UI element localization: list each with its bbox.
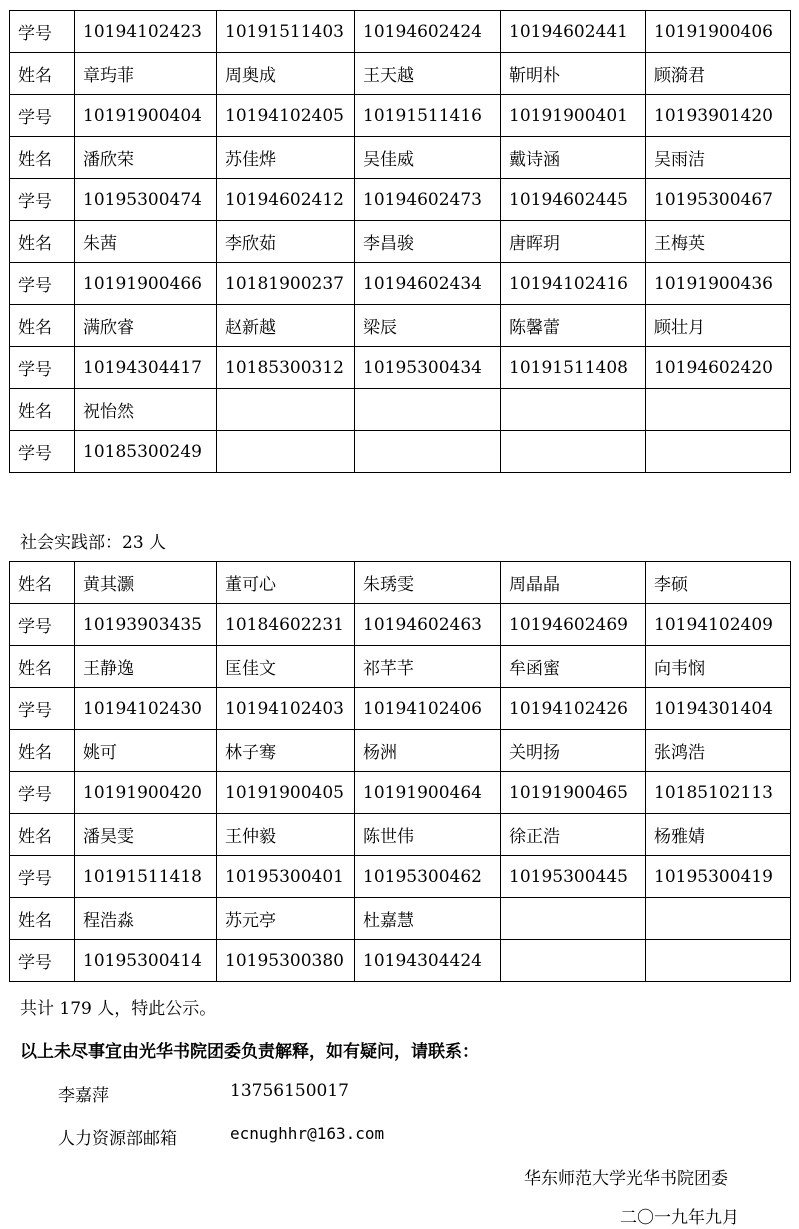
table-cell: 10194602441 <box>501 11 646 53</box>
table-cell: 徐正浩 <box>501 814 646 856</box>
roster-table-social-practice <box>9 561 791 982</box>
table-cell: 10193903435 <box>75 604 217 646</box>
table-cell: 10191511403 <box>217 11 355 53</box>
table-cell: 10191511418 <box>75 856 217 898</box>
table-cell: 杨洲 <box>355 730 501 772</box>
table-row <box>10 856 791 898</box>
roster-table-top-body <box>10 11 791 473</box>
table-cell: 10195300434 <box>355 347 501 389</box>
table-row <box>10 431 791 473</box>
table-cell: 王静逸 <box>75 646 217 688</box>
contact-row-person <box>58 1081 349 1106</box>
row-header-cell: 学号 <box>10 772 75 814</box>
table-cell: 黄其灏 <box>75 562 217 604</box>
table-cell <box>501 898 646 940</box>
table-row <box>10 772 791 814</box>
table-cell: 朱琇雯 <box>355 562 501 604</box>
table-cell <box>217 389 355 431</box>
table-row <box>10 263 791 305</box>
table-row <box>10 814 791 856</box>
row-header-cell: 姓名 <box>10 562 75 604</box>
table-cell: 吴雨洁 <box>646 137 791 179</box>
table-cell: 10194102406 <box>355 688 501 730</box>
table-cell: 杨雅婧 <box>646 814 791 856</box>
roster-table-social-practice-body <box>10 562 791 982</box>
table-cell: 10194602424 <box>355 11 501 53</box>
table-row <box>10 688 791 730</box>
table-cell: 杜嘉慧 <box>355 898 501 940</box>
table-cell: 关明扬 <box>501 730 646 772</box>
table-cell: 姚可 <box>75 730 217 772</box>
document-date: 二〇一九年九月 <box>620 1208 739 1228</box>
row-header-cell: 姓名 <box>10 898 75 940</box>
table-cell: 林子骞 <box>217 730 355 772</box>
table-cell <box>501 940 646 982</box>
table-cell <box>501 431 646 473</box>
table-cell: 王梅英 <box>646 221 791 263</box>
table-cell: 朱茜 <box>75 221 217 263</box>
table-cell: 潘欣荣 <box>75 137 217 179</box>
row-header-cell: 学号 <box>10 604 75 646</box>
table-cell: 董可心 <box>217 562 355 604</box>
table-cell <box>646 431 791 473</box>
table-cell <box>217 431 355 473</box>
table-cell: 顾壮月 <box>646 305 791 347</box>
table-cell: 10191900465 <box>501 772 646 814</box>
table-cell: 10185102113 <box>646 772 791 814</box>
table-row <box>10 389 791 431</box>
table-cell: 顾漪君 <box>646 53 791 95</box>
row-header-cell: 姓名 <box>10 389 75 431</box>
table-cell: 陈世伟 <box>355 814 501 856</box>
row-header-cell: 学号 <box>10 688 75 730</box>
table-row <box>10 305 791 347</box>
table-cell: 匡佳文 <box>217 646 355 688</box>
table-cell <box>355 389 501 431</box>
table-cell: 10195300474 <box>75 179 217 221</box>
table-cell: 祁芊芊 <box>355 646 501 688</box>
table-cell: 唐晖玥 <box>501 221 646 263</box>
table-cell: 10191900404 <box>75 95 217 137</box>
table-cell: 张鸿浩 <box>646 730 791 772</box>
table-cell: 10195300445 <box>501 856 646 898</box>
row-header-cell: 学号 <box>10 263 75 305</box>
table-cell: 苏佳烨 <box>217 137 355 179</box>
table-cell: 10194602469 <box>501 604 646 646</box>
table-cell: 10194602473 <box>355 179 501 221</box>
table-cell: 10195300401 <box>217 856 355 898</box>
row-header-cell: 学号 <box>10 856 75 898</box>
table-cell <box>646 940 791 982</box>
table-cell: 10194102426 <box>501 688 646 730</box>
table-cell: 程浩淼 <box>75 898 217 940</box>
table-cell: 10194602463 <box>355 604 501 646</box>
table-cell: 10191900405 <box>217 772 355 814</box>
row-header-cell: 学号 <box>10 11 75 53</box>
table-cell: 10194102416 <box>501 263 646 305</box>
row-header-cell: 姓名 <box>10 137 75 179</box>
table-cell: 10194602434 <box>355 263 501 305</box>
table-cell: 10181900237 <box>217 263 355 305</box>
table-cell: 满欣睿 <box>75 305 217 347</box>
table-cell: 苏元亭 <box>217 898 355 940</box>
table-cell: 赵新越 <box>217 305 355 347</box>
table-cell: 靳明朴 <box>501 53 646 95</box>
table-cell: 周晶晶 <box>501 562 646 604</box>
table-cell: 10185300249 <box>75 431 217 473</box>
table-cell: 戴诗涵 <box>501 137 646 179</box>
row-header-cell: 姓名 <box>10 730 75 772</box>
table-cell <box>355 431 501 473</box>
table-cell: 10195300414 <box>75 940 217 982</box>
table-cell: 10195300380 <box>217 940 355 982</box>
table-cell: 王天越 <box>355 53 501 95</box>
table-row <box>10 53 791 95</box>
table-cell <box>646 898 791 940</box>
total-count-text: 共计 179 人，特此公示。 <box>20 999 217 1019</box>
table-cell: 10193901420 <box>646 95 791 137</box>
row-header-cell: 姓名 <box>10 53 75 95</box>
table-cell: 10194602412 <box>217 179 355 221</box>
table-cell: 潘昊雯 <box>75 814 217 856</box>
table-row <box>10 562 791 604</box>
row-header-cell: 学号 <box>10 179 75 221</box>
table-cell: 10191900466 <box>75 263 217 305</box>
table-cell: 10195300467 <box>646 179 791 221</box>
table-cell: 10184602231 <box>217 604 355 646</box>
table-row <box>10 95 791 137</box>
table-cell: 10195300419 <box>646 856 791 898</box>
table-row <box>10 898 791 940</box>
table-cell: 吴佳威 <box>355 137 501 179</box>
row-header-cell: 姓名 <box>10 814 75 856</box>
table-cell: 10191511416 <box>355 95 501 137</box>
table-cell: 10194102403 <box>217 688 355 730</box>
row-header-cell: 学号 <box>10 95 75 137</box>
table-cell: 10191900401 <box>501 95 646 137</box>
table-row <box>10 137 791 179</box>
row-header-cell: 学号 <box>10 431 75 473</box>
section-title-social-practice: 社会实践部：23 人 <box>20 533 167 553</box>
notice-text: 以上未尽事宜由光华书院团委负责解释，如有疑问，请联系： <box>20 1042 479 1062</box>
row-header-cell: 姓名 <box>10 221 75 263</box>
table-cell: 10194102409 <box>646 604 791 646</box>
table-cell: 10191900436 <box>646 263 791 305</box>
table-cell: 10194304424 <box>355 940 501 982</box>
table-cell: 10194102423 <box>75 11 217 53</box>
table-cell: 王仲毅 <box>217 814 355 856</box>
table-cell: 10194602445 <box>501 179 646 221</box>
row-header-cell: 姓名 <box>10 646 75 688</box>
contact-email-label: 人力资源部邮箱 <box>58 1129 177 1149</box>
table-cell: 章玙菲 <box>75 53 217 95</box>
table-row <box>10 347 791 389</box>
contact-email: ecnughhr@163.com <box>230 1124 385 1143</box>
table-row <box>10 221 791 263</box>
table-cell: 李欣茹 <box>217 221 355 263</box>
table-cell: 牟函蜜 <box>501 646 646 688</box>
contact-name: 李嘉萍 <box>58 1086 109 1106</box>
table-cell: 10191900406 <box>646 11 791 53</box>
contact-row-email <box>58 1124 385 1149</box>
row-header-cell: 学号 <box>10 347 75 389</box>
table-row <box>10 730 791 772</box>
row-header-cell: 姓名 <box>10 305 75 347</box>
organization-signature: 华东师范大学光华书院团委 <box>524 1169 728 1189</box>
contact-phone: 13756150017 <box>230 1081 349 1101</box>
table-cell: 10194102405 <box>217 95 355 137</box>
table-row <box>10 940 791 982</box>
table-cell: 10194301404 <box>646 688 791 730</box>
table-cell: 10191900420 <box>75 772 217 814</box>
table-cell: 周奥成 <box>217 53 355 95</box>
table-cell: 李硕 <box>646 562 791 604</box>
table-row <box>10 179 791 221</box>
table-row <box>10 604 791 646</box>
table-cell: 向韦悯 <box>646 646 791 688</box>
row-header-cell: 学号 <box>10 940 75 982</box>
table-row <box>10 11 791 53</box>
table-cell: 陈馨蕾 <box>501 305 646 347</box>
table-cell <box>501 389 646 431</box>
table-cell: 梁辰 <box>355 305 501 347</box>
table-row <box>10 646 791 688</box>
table-cell: 10194602420 <box>646 347 791 389</box>
table-cell: 10185300312 <box>217 347 355 389</box>
table-cell: 祝怡然 <box>75 389 217 431</box>
table-cell: 10191511408 <box>501 347 646 389</box>
table-cell <box>646 389 791 431</box>
table-cell: 李昌骏 <box>355 221 501 263</box>
table-cell: 10191900464 <box>355 772 501 814</box>
table-cell: 10195300462 <box>355 856 501 898</box>
roster-table-top <box>9 10 791 473</box>
table-cell: 10194102430 <box>75 688 217 730</box>
table-cell: 10194304417 <box>75 347 217 389</box>
